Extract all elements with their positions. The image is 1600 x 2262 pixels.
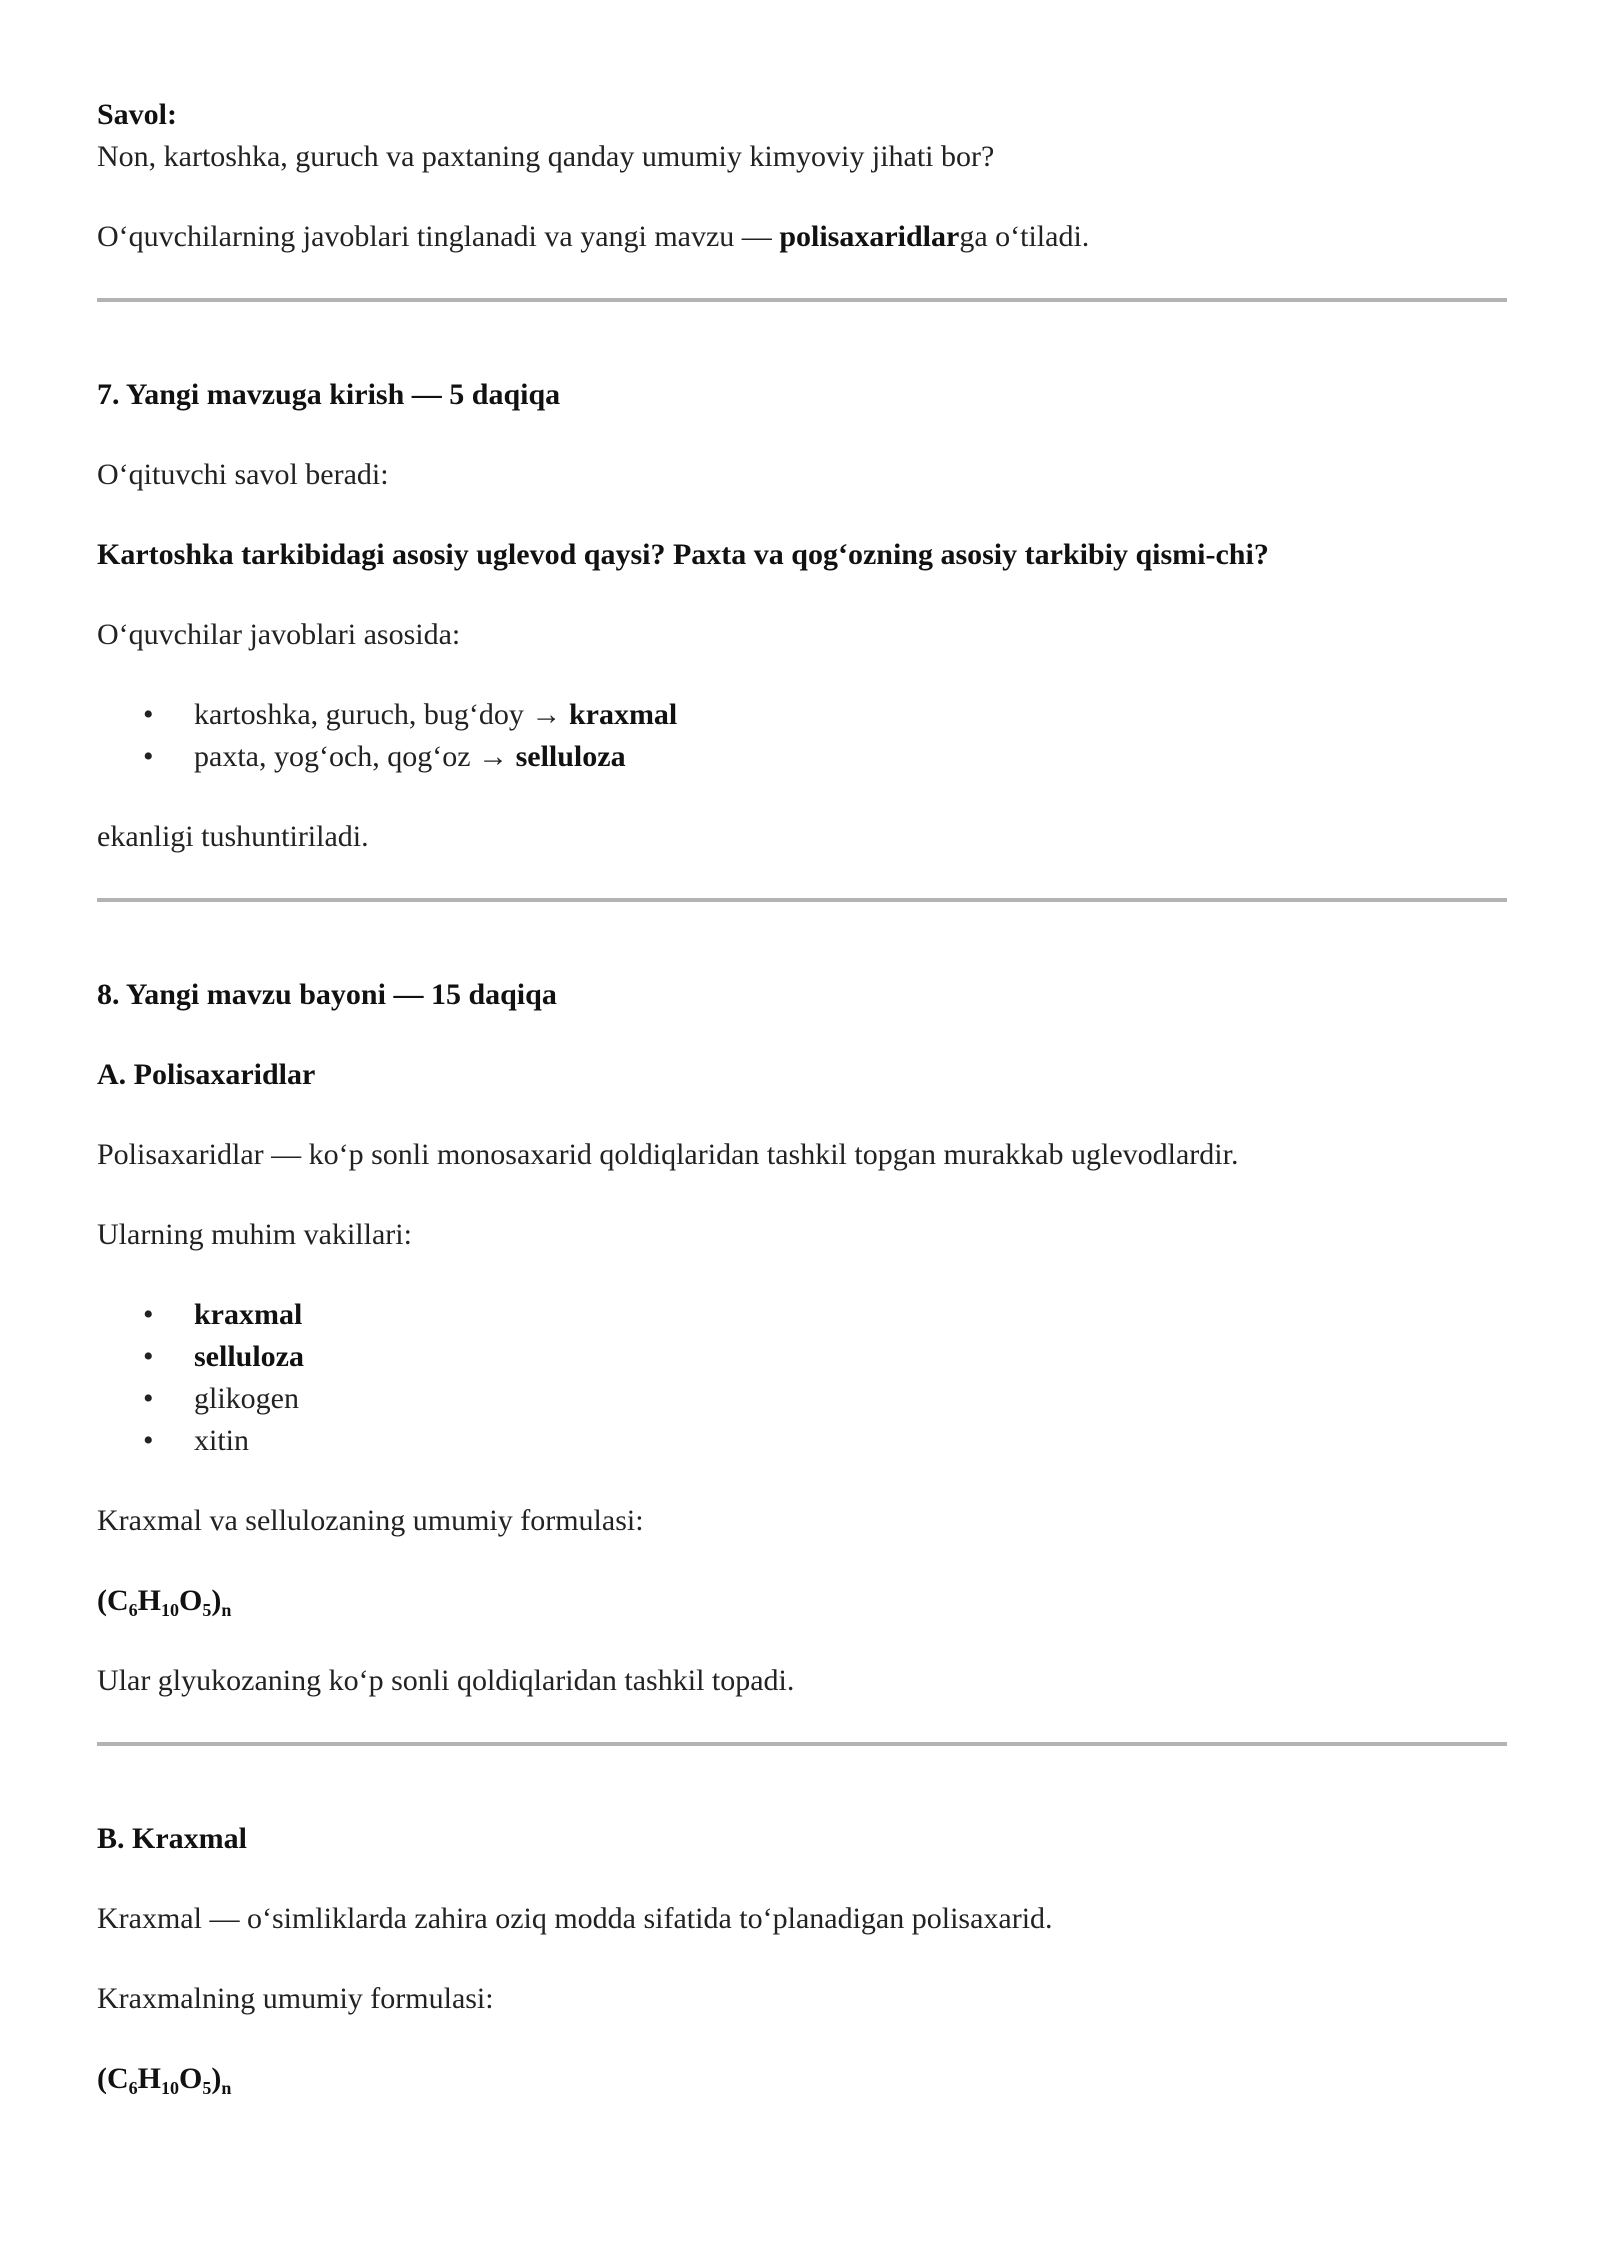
section8-heading: 8. Yangi mavzu bayoni — 15 daqiqa	[97, 978, 557, 1011]
sectionB-formula-lead: Kraxmalning umumiy formulasi:	[97, 1982, 494, 2015]
document-page	[97, 94, 1507, 2100]
section8-formula-lead: Kraxmal va sellulozaning umumiy formulasi:	[97, 1504, 644, 1537]
section7-intro: O‘qituvchi savol beradi:	[97, 458, 389, 491]
list-item-text: selluloza	[194, 1340, 304, 1373]
list-item-text: xitin	[194, 1424, 250, 1457]
section7-conclusion: ekanligi tushuntiriladi.	[97, 820, 369, 853]
formula-subscript: 10	[161, 2078, 179, 2098]
bullet-icon: •	[143, 1424, 154, 1457]
section7-list	[97, 694, 1507, 778]
formula-part: H	[137, 2062, 161, 2095]
savol-answer-post: ga o‘tiladi.	[959, 220, 1090, 253]
formula-part: )	[211, 1584, 222, 1617]
list-item	[97, 694, 1507, 736]
sectionB-heading: B. Kraxmal	[97, 1822, 247, 1855]
formula-part: O	[179, 2062, 203, 2095]
formula-subscript: 10	[161, 1600, 179, 1620]
list-item	[97, 1420, 1507, 1462]
bullet-icon: •	[143, 740, 154, 773]
formula-part: O	[179, 1584, 203, 1617]
bullet-icon: •	[143, 698, 154, 731]
section7-lead: O‘quvchilar javoblari asosida:	[97, 618, 461, 651]
section8-list	[97, 1294, 1507, 1462]
savol-answer-bold: polisaxaridlar	[779, 220, 960, 253]
formula-part: )	[211, 2062, 222, 2095]
section7-heading: 7. Yangi mavzuga kirish — 5 daqiqa	[97, 378, 561, 411]
formula-subscript: 6	[128, 2078, 138, 2098]
sectionB-definition: Kraxmal — o‘simliklarda zahira oziq modda sifatida to‘planadigan polisaxarid.	[97, 1902, 1053, 1935]
list-item-text: kraxmal	[194, 1298, 303, 1331]
list-item	[97, 736, 1507, 778]
bullet-icon: •	[143, 1382, 154, 1415]
formula-subscript: n	[221, 2078, 232, 2098]
section8-definition: Polisaxaridlar — ko‘p sonli monosaxarid qoldiqlaridan tashkil topgan murakkab uglevodlardir.	[97, 1138, 1239, 1171]
list-item-text: paxta, yog‘och, qog‘oz →	[194, 740, 516, 773]
bullet-icon: •	[143, 1298, 154, 1331]
formula-subscript: 5	[202, 1600, 212, 1620]
list-item-text: kartoshka, guruch, bug‘doy →	[194, 698, 569, 731]
bullet-icon: •	[143, 1340, 154, 1373]
savol-answer	[97, 216, 1507, 258]
section7-question: Kartoshka tarkibidagi asosiy uglevod qaysi? Paxta va qog‘ozning asosiy tarkibiy qismi-chi?	[97, 538, 1269, 571]
section8-lead: Ularning muhim vakillari:	[97, 1218, 412, 1251]
savol-question: Non, kartoshka, guruch va paxtaning qanday umumiy kimyoviy jihati bor?	[97, 140, 995, 173]
formula-part: (C	[97, 1584, 129, 1617]
formula-subscript: 6	[128, 1600, 138, 1620]
formula-part: H	[137, 1584, 161, 1617]
section8-formula	[97, 1580, 1507, 1622]
formula-part: (C	[97, 2062, 129, 2095]
section8-conclusion: Ular glyukozaning ko‘p sonli qoldiqlaridan tashkil topadi.	[97, 1664, 795, 1697]
formula-subscript: n	[221, 1600, 232, 1620]
savol-answer-pre: O‘quvchilarning javoblari tinglanadi va yangi mavzu —	[97, 220, 780, 253]
formula-subscript: 5	[202, 2078, 212, 2098]
section8-subheading: A. Polisaxaridlar	[97, 1058, 316, 1091]
list-item-bold: kraxmal	[568, 698, 678, 731]
list-item-text: glikogen	[194, 1382, 299, 1415]
list-item	[97, 1378, 1507, 1420]
list-item-bold: selluloza	[515, 740, 626, 773]
savol-label: Savol:	[97, 98, 178, 131]
list-item	[97, 1294, 1507, 1336]
sectionB-formula	[97, 2058, 1507, 2100]
list-item	[97, 1336, 1507, 1378]
